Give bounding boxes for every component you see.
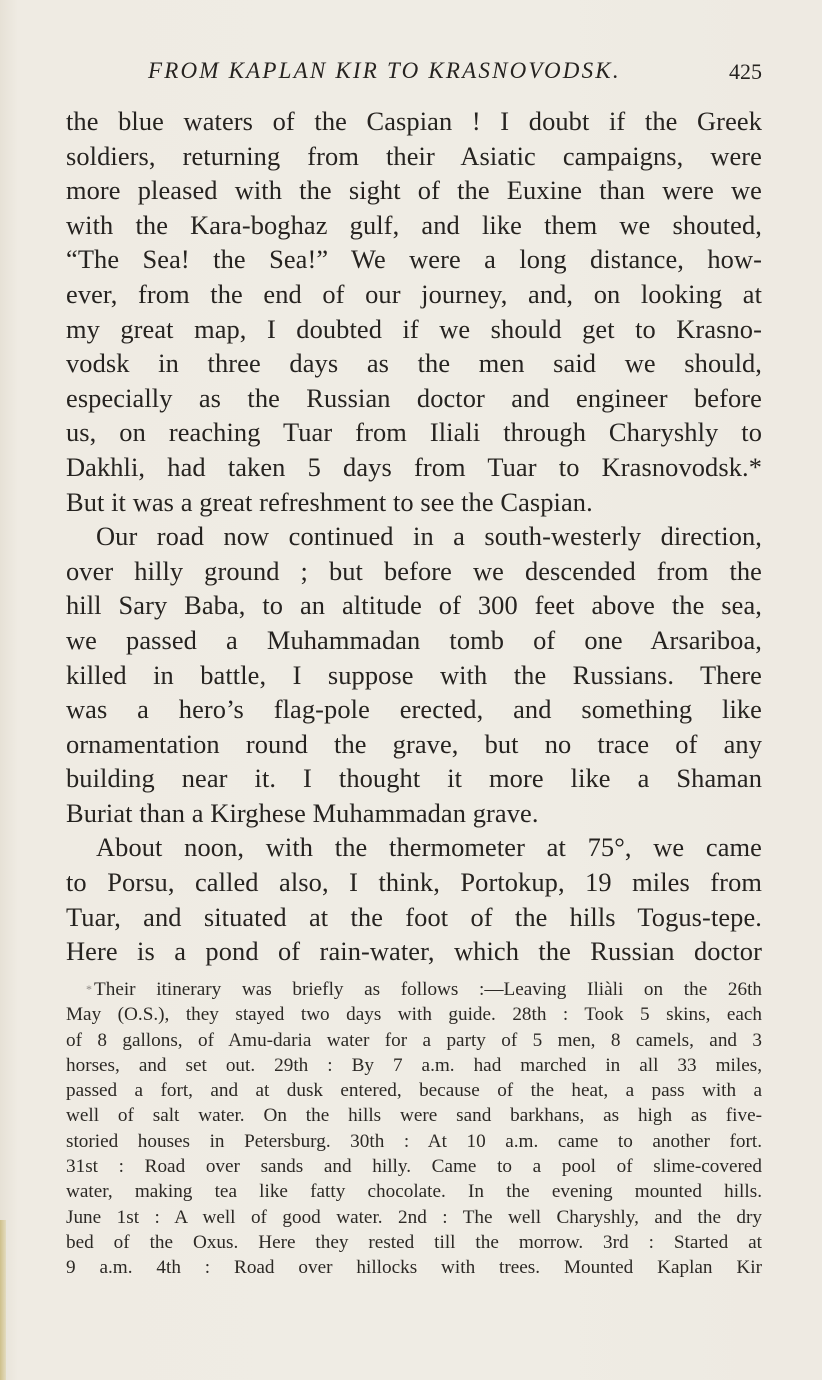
paragraph-start: About noon, with the thermometer at 75°, we came	[96, 832, 762, 863]
footnote-line: June 1st : A well of good water. 2nd : The well Charyshly, and the dry	[66, 1206, 762, 1228]
footnote-line: of 8 gallons, of Amu-daria water for a party of 5 men, 8 camels, and 3	[66, 1029, 762, 1051]
body-line: Tuar, and situated at the foot of the hills Togus-tepe.	[66, 901, 762, 932]
footnote-line: passed a fort, and at dusk entered, because of the heat, a pass with a	[66, 1080, 762, 1102]
body-line: to Porsu, called also, I think, Portokup, 19 miles from	[66, 867, 762, 898]
body-line: But it was a great refreshment to see the Caspian.	[66, 486, 593, 517]
footnote-line: 31st : Road over sands and hilly. Came to a pool of slime-covered	[66, 1156, 762, 1178]
body-text	[66, 104, 762, 969]
footnote-line: water, making tea like fatty chocolate. In the evening mounted hills.	[66, 1181, 762, 1203]
footnote-line: bed of the Oxus. Here they rested till the morrow. 3rd : Started at	[66, 1231, 762, 1253]
body-line: killed in battle, I suppose with the Russians. There	[66, 659, 762, 690]
body-line: hill Sary Baba, to an altitude of 300 feet above the sea,	[66, 590, 762, 621]
body-line: building near it. I thought it more like a Shaman	[66, 763, 762, 794]
footnote-line: May (O.S.), they stayed two days with guide. 28th : Took 5 skins, each	[66, 1004, 762, 1026]
footnote	[66, 977, 762, 1281]
footnote-line: well of salt water. On the hills were sand barkhans, as high as five-	[66, 1105, 762, 1127]
body-line: the blue waters of the Caspian ! I doubt if the Greek	[66, 106, 762, 136]
body-line: ornamentation round the grave, but no trace of any	[66, 728, 762, 759]
body-line: us, on reaching Tuar from Iliali through Charyshly to	[66, 417, 762, 448]
body-line: more pleased with the sight of the Euxine than were we	[66, 175, 762, 206]
body-line: especially as the Russian doctor and engineer before	[66, 382, 762, 413]
footnote-line: 9 a.m. 4th : Road over hillocks with trees. Mounted Kaplan Kir	[66, 1257, 762, 1279]
running-head	[148, 58, 768, 90]
body-line: we passed a Muhammadan tomb of one Arsariboa,	[66, 624, 762, 655]
footnote-line: storied houses in Petersburg. 30th : At 10 a.m. came to another fort.	[66, 1130, 762, 1152]
body-line: “The Sea! the Sea!” We were a long distance, how-	[66, 244, 762, 275]
body-line: with the Kara-boghaz gulf, and like them we shouted,	[66, 209, 762, 240]
body-line: vodsk in three days as the men said we should,	[66, 348, 762, 379]
footnote-text: Their itinerary was briefly as follows :—Leaving Iliàli on the 26th	[94, 979, 762, 1000]
page-number: 425	[729, 59, 762, 84]
body-line: Here is a pond of rain-water, which the Russian doctor	[66, 936, 762, 967]
footnote-line: horses, and set out. 29th : By 7 a.m. had marched in all 33 miles,	[66, 1054, 762, 1076]
body-line: ever, from the end of our journey, and, on looking at	[66, 278, 762, 309]
body-line: Dakhli, had taken 5 days from Tuar to Krasnovodsk.*	[66, 451, 762, 482]
body-line: soldiers, returning from their Asiatic campaigns, were	[66, 140, 762, 171]
paragraph-start: Our road now continued in a south-westerly direction,	[96, 521, 762, 552]
body-line: over hilly ground ; but before we descended from the	[66, 555, 762, 586]
page-edge-stain	[0, 1220, 6, 1380]
body-line: was a hero’s flag-pole erected, and something like	[66, 694, 762, 725]
running-title: FROM KAPLAN KIR TO KRASNOVODSK.	[148, 58, 621, 83]
body-line: Buriat than a Kirghese Muhammadan grave.	[66, 797, 539, 828]
body-line: my great map, I doubted if we should get to Krasno-	[66, 313, 762, 344]
footnote-line	[66, 977, 762, 1002]
footnote-marker: *	[86, 982, 92, 996]
